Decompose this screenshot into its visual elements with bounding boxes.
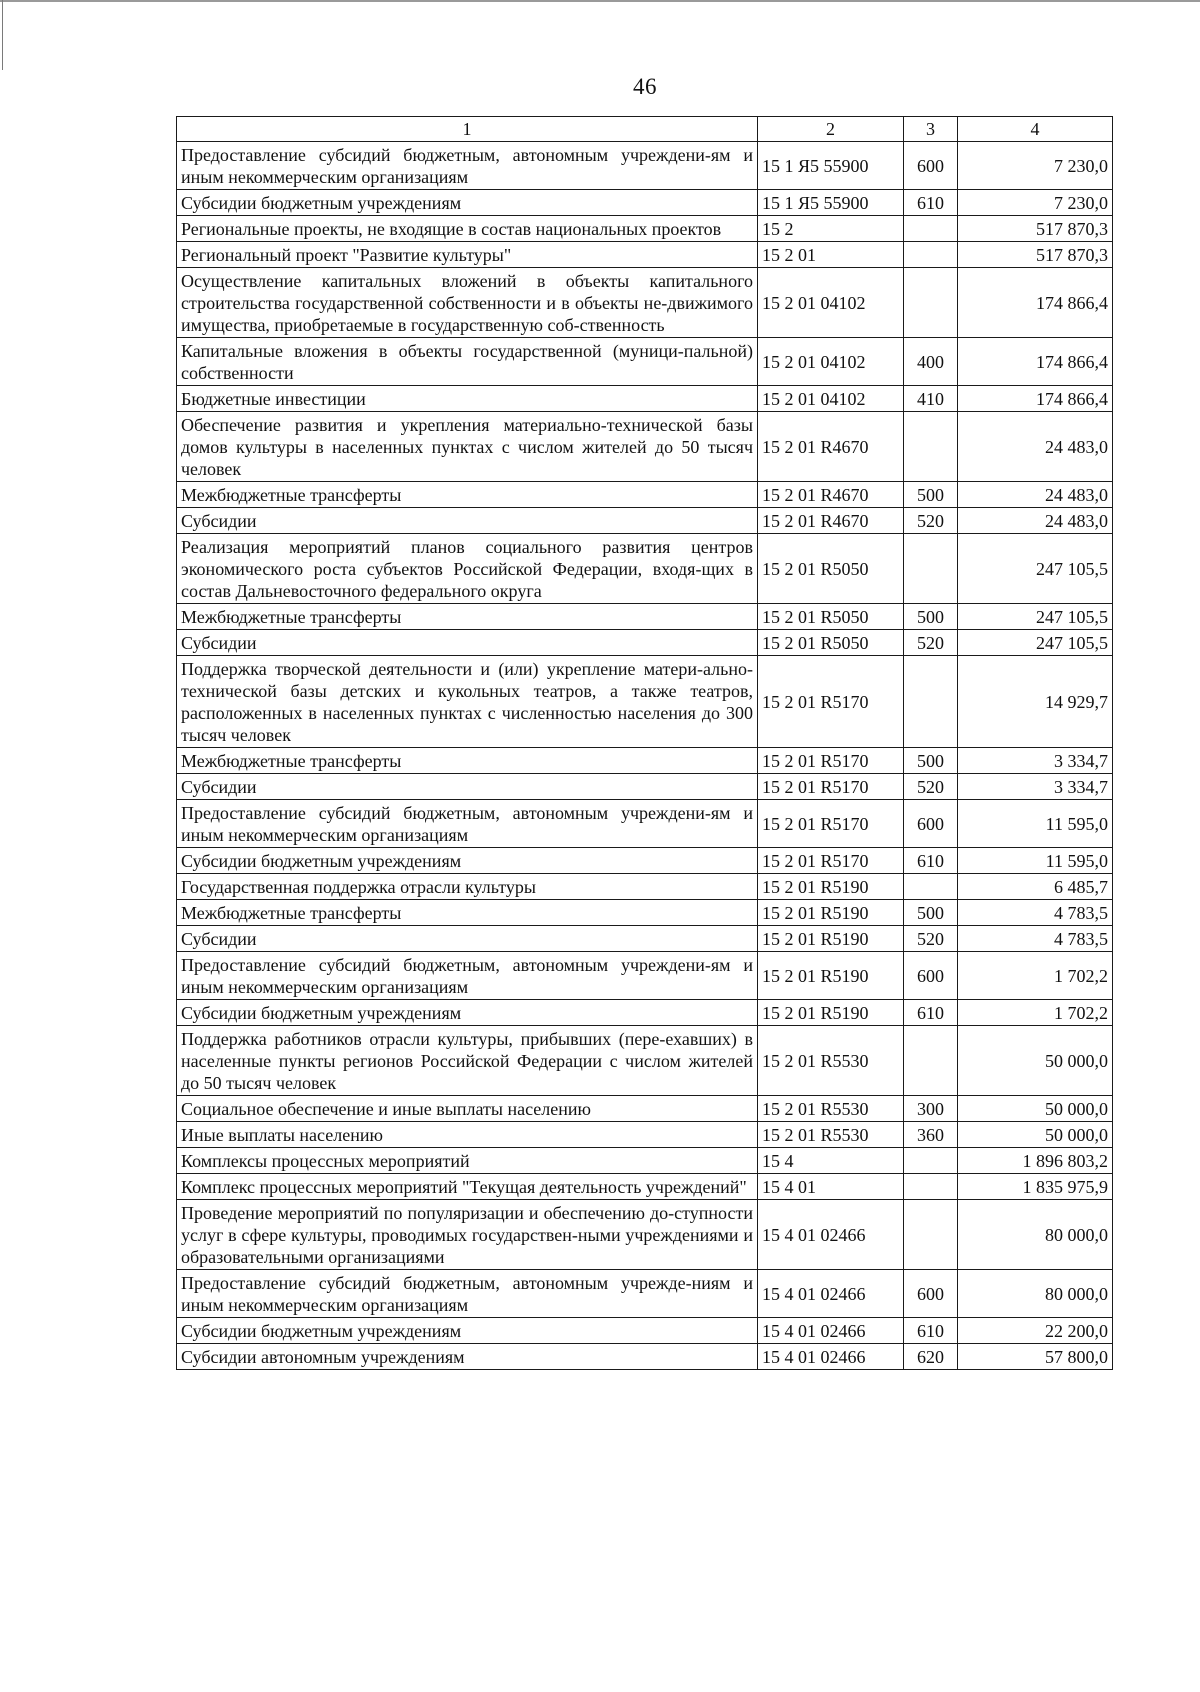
row-amount-cell: 517 870,3 xyxy=(958,216,1113,242)
row-amount-cell: 1 835 975,9 xyxy=(958,1174,1113,1200)
row-amount-cell: 50 000,0 xyxy=(958,1026,1113,1096)
table-row xyxy=(177,190,1113,216)
row-name-cell: Межбюджетные трансферты xyxy=(177,900,758,926)
row-type-cell xyxy=(904,656,958,748)
row-name-cell: Иные выплаты населению xyxy=(177,1122,758,1148)
header-row xyxy=(177,117,1113,142)
row-amount-cell: 3 334,7 xyxy=(958,774,1113,800)
row-amount-cell: 174 866,4 xyxy=(958,386,1113,412)
table-row xyxy=(177,482,1113,508)
row-code-cell: 15 2 01 R5530 xyxy=(758,1026,904,1096)
table-row xyxy=(177,774,1113,800)
row-type-cell: 500 xyxy=(904,482,958,508)
row-name-cell: Межбюджетные трансферты xyxy=(177,604,758,630)
page-number: 46 xyxy=(633,74,657,99)
row-type-cell: 500 xyxy=(904,748,958,774)
row-name-cell: Субсидии бюджетным учреждениям xyxy=(177,1318,758,1344)
table-header xyxy=(177,117,1113,142)
row-name-cell: Проведение мероприятий по популяризации и обеспечению до-ступности услуг в сфере культуры, проводимых государствен-ными учреждениями и образовательными организациями xyxy=(177,1200,758,1270)
table-row xyxy=(177,534,1113,604)
row-code-cell: 15 2 01 R5170 xyxy=(758,656,904,748)
row-code-cell: 15 1 Я5 55900 xyxy=(758,190,904,216)
row-type-cell: 610 xyxy=(904,1000,958,1026)
row-amount-cell: 6 485,7 xyxy=(958,874,1113,900)
row-code-cell: 15 2 01 R4670 xyxy=(758,482,904,508)
row-amount-cell: 4 783,5 xyxy=(958,926,1113,952)
table-row xyxy=(177,508,1113,534)
row-name-cell: Социальное обеспечение и иные выплаты населению xyxy=(177,1096,758,1122)
row-amount-cell: 247 105,5 xyxy=(958,604,1113,630)
row-type-cell: 620 xyxy=(904,1344,958,1370)
row-code-cell: 15 2 01 R5050 xyxy=(758,630,904,656)
row-type-cell: 300 xyxy=(904,1096,958,1122)
row-amount-cell: 247 105,5 xyxy=(958,630,1113,656)
row-name-cell: Субсидии бюджетным учреждениям xyxy=(177,848,758,874)
table-row xyxy=(177,1096,1113,1122)
row-code-cell: 15 2 01 R5190 xyxy=(758,926,904,952)
scan-edge xyxy=(2,0,3,70)
row-type-cell: 610 xyxy=(904,848,958,874)
row-code-cell: 15 2 01 R5190 xyxy=(758,1000,904,1026)
row-type-cell xyxy=(904,1200,958,1270)
row-type-cell xyxy=(904,874,958,900)
row-type-cell: 600 xyxy=(904,1270,958,1318)
row-name-cell: Комплексы процессных мероприятий xyxy=(177,1148,758,1174)
table-row xyxy=(177,874,1113,900)
row-amount-cell: 1 702,2 xyxy=(958,952,1113,1000)
row-amount-cell: 1 702,2 xyxy=(958,1000,1113,1026)
row-name-cell: Бюджетные инвестиции xyxy=(177,386,758,412)
table-row xyxy=(177,926,1113,952)
column-header-4: 4 xyxy=(958,117,1113,142)
table-body xyxy=(177,142,1113,1370)
row-code-cell: 15 2 01 R5170 xyxy=(758,848,904,874)
row-code-cell: 15 4 01 02466 xyxy=(758,1200,904,1270)
row-code-cell: 15 2 01 04102 xyxy=(758,268,904,338)
table-row xyxy=(177,1174,1113,1200)
row-amount-cell: 174 866,4 xyxy=(958,338,1113,386)
budget-table xyxy=(176,116,1113,1370)
row-code-cell: 15 2 01 R5170 xyxy=(758,800,904,848)
table-row xyxy=(177,900,1113,926)
row-name-cell: Субсидии xyxy=(177,630,758,656)
table-row xyxy=(177,142,1113,190)
row-amount-cell: 11 595,0 xyxy=(958,800,1113,848)
row-code-cell: 15 2 01 R5170 xyxy=(758,748,904,774)
row-code-cell: 15 2 01 R4670 xyxy=(758,412,904,482)
row-type-cell: 360 xyxy=(904,1122,958,1148)
table-row xyxy=(177,1122,1113,1148)
row-code-cell: 15 2 xyxy=(758,216,904,242)
row-name-cell: Поддержка работников отрасли культуры, прибывших (пере-ехавших) в населенные пункты регионов Российской Федерации с числом жителей до 50 тысяч человек xyxy=(177,1026,758,1096)
row-amount-cell: 24 483,0 xyxy=(958,508,1113,534)
row-code-cell: 15 4 xyxy=(758,1148,904,1174)
row-code-cell: 15 4 01 02466 xyxy=(758,1318,904,1344)
row-type-cell: 400 xyxy=(904,338,958,386)
row-name-cell: Субсидии xyxy=(177,508,758,534)
table-row xyxy=(177,268,1113,338)
row-name-cell: Государственная поддержка отрасли культуры xyxy=(177,874,758,900)
row-code-cell: 15 2 01 R5190 xyxy=(758,952,904,1000)
row-amount-cell: 14 929,7 xyxy=(958,656,1113,748)
row-type-cell xyxy=(904,412,958,482)
table-row xyxy=(177,412,1113,482)
row-amount-cell: 24 483,0 xyxy=(958,482,1113,508)
row-code-cell: 15 4 01 xyxy=(758,1174,904,1200)
row-amount-cell: 80 000,0 xyxy=(958,1270,1113,1318)
row-type-cell: 520 xyxy=(904,774,958,800)
row-name-cell: Капитальные вложения в объекты государственной (муници-пальной) собственности xyxy=(177,338,758,386)
row-type-cell xyxy=(904,1148,958,1174)
row-name-cell: Субсидии xyxy=(177,926,758,952)
column-header-2: 2 xyxy=(758,117,904,142)
row-name-cell: Субсидии бюджетным учреждениям xyxy=(177,1000,758,1026)
column-header-1: 1 xyxy=(177,117,758,142)
row-name-cell: Осуществление капитальных вложений в объекты капитального строительства государственной собственности и в объекты не-движимого имущества, приобретаемые в государственную соб-ственность xyxy=(177,268,758,338)
row-type-cell: 520 xyxy=(904,508,958,534)
row-amount-cell: 50 000,0 xyxy=(958,1122,1113,1148)
row-amount-cell: 247 105,5 xyxy=(958,534,1113,604)
table-row xyxy=(177,604,1113,630)
row-type-cell: 500 xyxy=(904,604,958,630)
scan-edge xyxy=(0,0,1200,2)
row-code-cell: 15 2 01 R5190 xyxy=(758,874,904,900)
column-header-3: 3 xyxy=(904,117,958,142)
row-code-cell: 15 4 01 02466 xyxy=(758,1270,904,1318)
row-name-cell: Предоставление субсидий бюджетным, автономным учреждени-ям и иным некоммерческим организациям xyxy=(177,142,758,190)
row-amount-cell: 57 800,0 xyxy=(958,1344,1113,1370)
table-row xyxy=(177,1344,1113,1370)
row-code-cell: 15 2 01 R5530 xyxy=(758,1122,904,1148)
table-row xyxy=(177,1000,1113,1026)
table-row xyxy=(177,242,1113,268)
row-name-cell: Региональный проект "Развитие культуры" xyxy=(177,242,758,268)
row-amount-cell: 7 230,0 xyxy=(958,190,1113,216)
table-row xyxy=(177,1270,1113,1318)
row-amount-cell: 3 334,7 xyxy=(958,748,1113,774)
row-name-cell: Субсидии xyxy=(177,774,758,800)
row-code-cell: 15 2 01 R5050 xyxy=(758,534,904,604)
table-row xyxy=(177,338,1113,386)
row-code-cell: 15 2 01 R5190 xyxy=(758,900,904,926)
row-type-cell: 520 xyxy=(904,926,958,952)
row-name-cell: Поддержка творческой деятельности и (или) укрепление матери-ально-технической базы детских и кукольных театров, а также театров, расположенных в населенных пунктах с численностью населения до 300 тысяч человек xyxy=(177,656,758,748)
row-name-cell: Межбюджетные трансферты xyxy=(177,748,758,774)
row-amount-cell: 22 200,0 xyxy=(958,1318,1113,1344)
row-code-cell: 15 2 01 04102 xyxy=(758,338,904,386)
row-type-cell: 520 xyxy=(904,630,958,656)
table-row xyxy=(177,748,1113,774)
row-type-cell xyxy=(904,1026,958,1096)
row-amount-cell: 7 230,0 xyxy=(958,142,1113,190)
row-code-cell: 15 2 01 R5170 xyxy=(758,774,904,800)
row-code-cell: 15 2 01 R5050 xyxy=(758,604,904,630)
budget-table-container xyxy=(176,116,1112,1370)
row-type-cell xyxy=(904,242,958,268)
row-amount-cell: 24 483,0 xyxy=(958,412,1113,482)
row-code-cell: 15 1 Я5 55900 xyxy=(758,142,904,190)
row-name-cell: Комплекс процессных мероприятий "Текущая деятельность учреждений" xyxy=(177,1174,758,1200)
row-type-cell: 600 xyxy=(904,800,958,848)
row-code-cell: 15 2 01 R4670 xyxy=(758,508,904,534)
row-type-cell: 610 xyxy=(904,1318,958,1344)
table-row xyxy=(177,1318,1113,1344)
row-amount-cell: 4 783,5 xyxy=(958,900,1113,926)
row-name-cell: Реализация мероприятий планов социального развития центров экономического роста субъектов Российской Федерации, входя-щих в состав Дальневосточного федерального округа xyxy=(177,534,758,604)
row-amount-cell: 1 896 803,2 xyxy=(958,1148,1113,1174)
row-type-cell xyxy=(904,268,958,338)
row-type-cell xyxy=(904,1174,958,1200)
table-row xyxy=(177,386,1113,412)
row-name-cell: Межбюджетные трансферты xyxy=(177,482,758,508)
row-type-cell: 600 xyxy=(904,142,958,190)
row-type-cell: 610 xyxy=(904,190,958,216)
row-name-cell: Предоставление субсидий бюджетным, автономным учреждени-ям и иным некоммерческим организациям xyxy=(177,800,758,848)
row-amount-cell: 11 595,0 xyxy=(958,848,1113,874)
table-row xyxy=(177,952,1113,1000)
table-row xyxy=(177,656,1113,748)
row-code-cell: 15 2 01 xyxy=(758,242,904,268)
row-amount-cell: 174 866,4 xyxy=(958,268,1113,338)
row-code-cell: 15 2 01 04102 xyxy=(758,386,904,412)
table-row xyxy=(177,800,1113,848)
row-name-cell: Предоставление субсидий бюджетным, автономным учрежде-ниям и иным некоммерческим организациям xyxy=(177,1270,758,1318)
row-type-cell: 600 xyxy=(904,952,958,1000)
row-amount-cell: 80 000,0 xyxy=(958,1200,1113,1270)
row-code-cell: 15 2 01 R5530 xyxy=(758,1096,904,1122)
row-type-cell: 500 xyxy=(904,900,958,926)
row-name-cell: Субсидии бюджетным учреждениям xyxy=(177,190,758,216)
table-row xyxy=(177,630,1113,656)
row-amount-cell: 517 870,3 xyxy=(958,242,1113,268)
row-name-cell: Предоставление субсидий бюджетным, автономным учреждени-ям и иным некоммерческим организациям xyxy=(177,952,758,1000)
row-type-cell: 410 xyxy=(904,386,958,412)
table-row xyxy=(177,1200,1113,1270)
row-name-cell: Субсидии автономным учреждениям xyxy=(177,1344,758,1370)
table-row xyxy=(177,1026,1113,1096)
row-code-cell: 15 4 01 02466 xyxy=(758,1344,904,1370)
table-row xyxy=(177,848,1113,874)
table-row xyxy=(177,1148,1113,1174)
table-row xyxy=(177,216,1113,242)
row-name-cell: Региональные проекты, не входящие в состав национальных проектов xyxy=(177,216,758,242)
row-name-cell: Обеспечение развития и укрепления материально-технической базы домов культуры в населенных пунктах с числом жителей до 50 тысяч человек xyxy=(177,412,758,482)
row-type-cell xyxy=(904,216,958,242)
row-amount-cell: 50 000,0 xyxy=(958,1096,1113,1122)
row-type-cell xyxy=(904,534,958,604)
